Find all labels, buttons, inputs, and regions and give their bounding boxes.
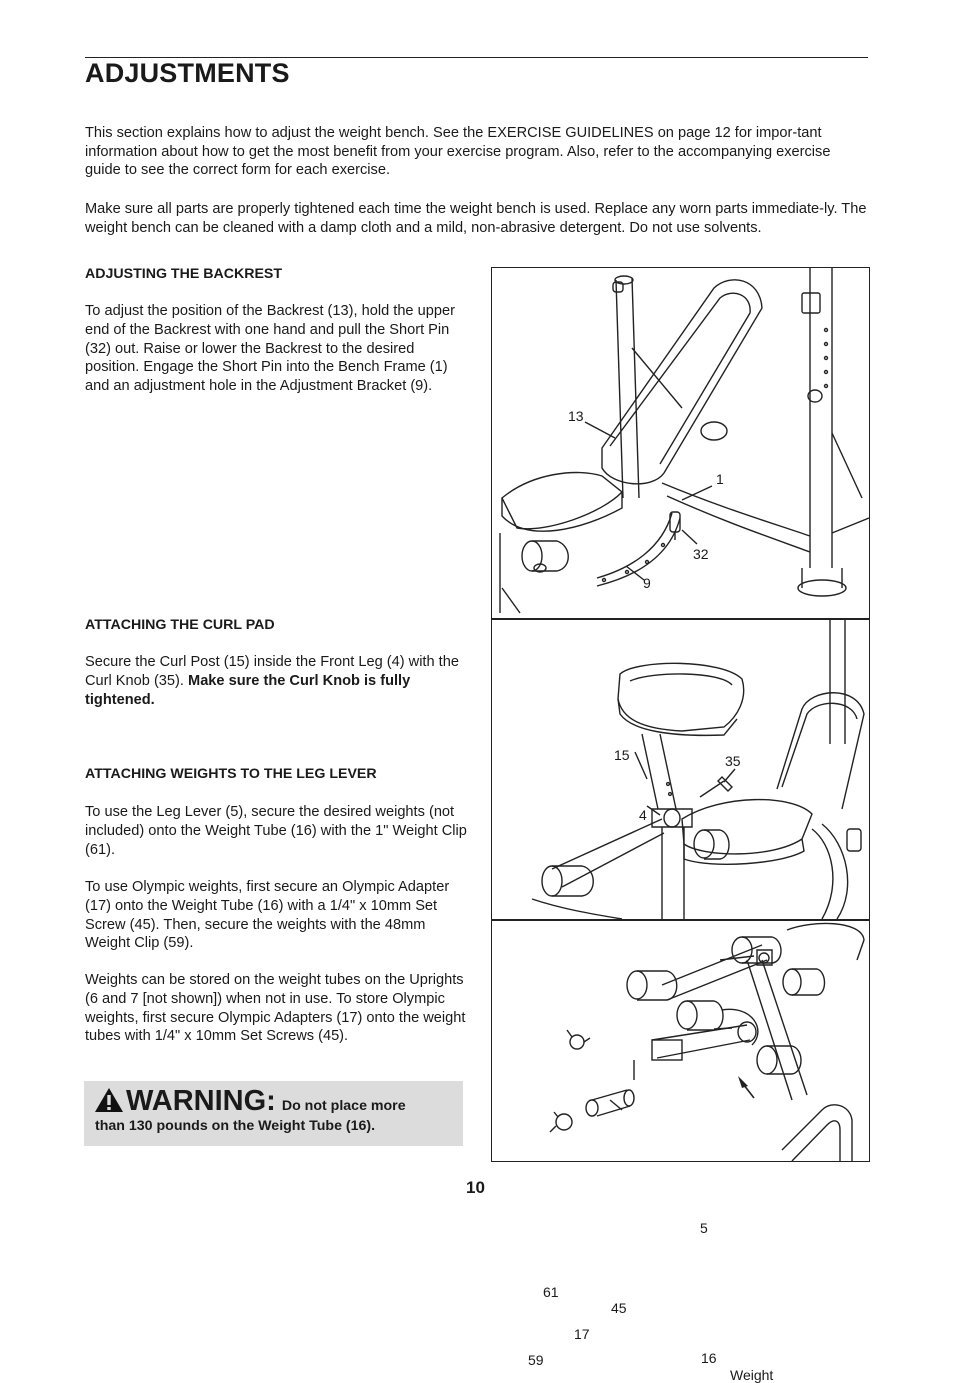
backrest-text: To adjust the position of the Backrest (13), hold the upper end of the Backrest with one hand and pull the Short Pin (32) out. Raise or lower the Backrest to the desired position. Engage the Short Pin into the Bench Frame (1) and an adjustment hole in the Adjustment Bracket (9). bbox=[85, 303, 455, 395]
callout-4: 4 bbox=[639, 807, 647, 823]
leg-lever-text-3: Weights can be stored on the weight tubes on the Uprights (6 and 7 [not shown]) when not in use. To store Olympic weights, first secure Olympic Adapters (17) onto the weight tubes with 1/4" x 10mm Set Screws (45). bbox=[85, 972, 466, 1045]
page-number: 10 bbox=[466, 1178, 485, 1197]
warning-text-b: than 130 pounds on the Weight Tube (16). bbox=[95, 1118, 376, 1134]
intro-paragraph-2: Make sure all parts are properly tightened each time the weight bench is used. Replace any worn parts immediate-ly. The weight bench can be cleaned with a damp cloth and a mild, non-abrasive detergent. Do not use solvents. bbox=[85, 201, 867, 236]
callout-15: 15 bbox=[614, 747, 630, 763]
intro-paragraph-1: This section explains how to adjust the weight bench. See the EXERCISE GUIDELINES on page 12 for impor-tant information about how to get the most benefit from your exercise program. Also, refer to the accompanying exercise guide to see the correct form for each exercise. bbox=[85, 125, 831, 179]
illustration-frame bbox=[491, 267, 870, 1383]
warning-text-a: Do not place more bbox=[281, 1098, 406, 1114]
curl-pad-text-bold: Make sure the Curl Knob is fully tightened. bbox=[85, 672, 411, 708]
callout-17: 17 bbox=[574, 1326, 590, 1342]
callout-1: 1 bbox=[716, 471, 724, 487]
warning-box bbox=[84, 1081, 463, 1146]
backrest-heading: ADJUSTING THE BACKREST bbox=[85, 266, 283, 282]
page-title: ADJUSTMENTS bbox=[85, 58, 290, 88]
callout-weight: Weight bbox=[730, 1367, 774, 1383]
figure-backrest bbox=[492, 268, 869, 618]
callout-59: 59 bbox=[528, 1352, 544, 1368]
callout-32: 32 bbox=[693, 546, 709, 562]
warning-label: WARNING: bbox=[126, 1085, 276, 1117]
callout-45: 45 bbox=[611, 1300, 627, 1316]
callout-13: 13 bbox=[568, 408, 584, 424]
figure-leg-lever bbox=[492, 920, 869, 1383]
curl-pad-text bbox=[85, 653, 470, 709]
figure-curl-pad bbox=[492, 619, 869, 919]
warning-line-1 bbox=[94, 1085, 406, 1118]
callout-16: 16 bbox=[701, 1350, 717, 1366]
leg-lever-text-2: To use Olympic weights, first secure an Olympic Adapter (17) onto the Weight Tube (16) with a 1/4" x 10mm Set Screw (45). Then, secure the weights with the 48mm Weight Clip (59). bbox=[85, 879, 450, 952]
callout-61: 61 bbox=[543, 1284, 559, 1300]
leg-lever-heading: ATTACHING WEIGHTS TO THE LEG LEVER bbox=[85, 766, 377, 782]
leg-lever-text-1: To use the Leg Lever (5), secure the desired weights (not included) onto the Weight Tube (16) with the 1" Weight Clip (61). bbox=[85, 804, 467, 858]
warning-triangle-icon bbox=[94, 1087, 124, 1113]
callout-35: 35 bbox=[725, 753, 741, 769]
callout-9: 9 bbox=[643, 575, 651, 591]
curl-pad-text-plain: Secure the Curl Post (15) inside the Front Leg (4) with the Curl Knob (35). bbox=[85, 654, 459, 689]
curl-pad-heading: ATTACHING THE CURL PAD bbox=[85, 617, 275, 633]
callout-5: 5 bbox=[700, 1220, 708, 1236]
